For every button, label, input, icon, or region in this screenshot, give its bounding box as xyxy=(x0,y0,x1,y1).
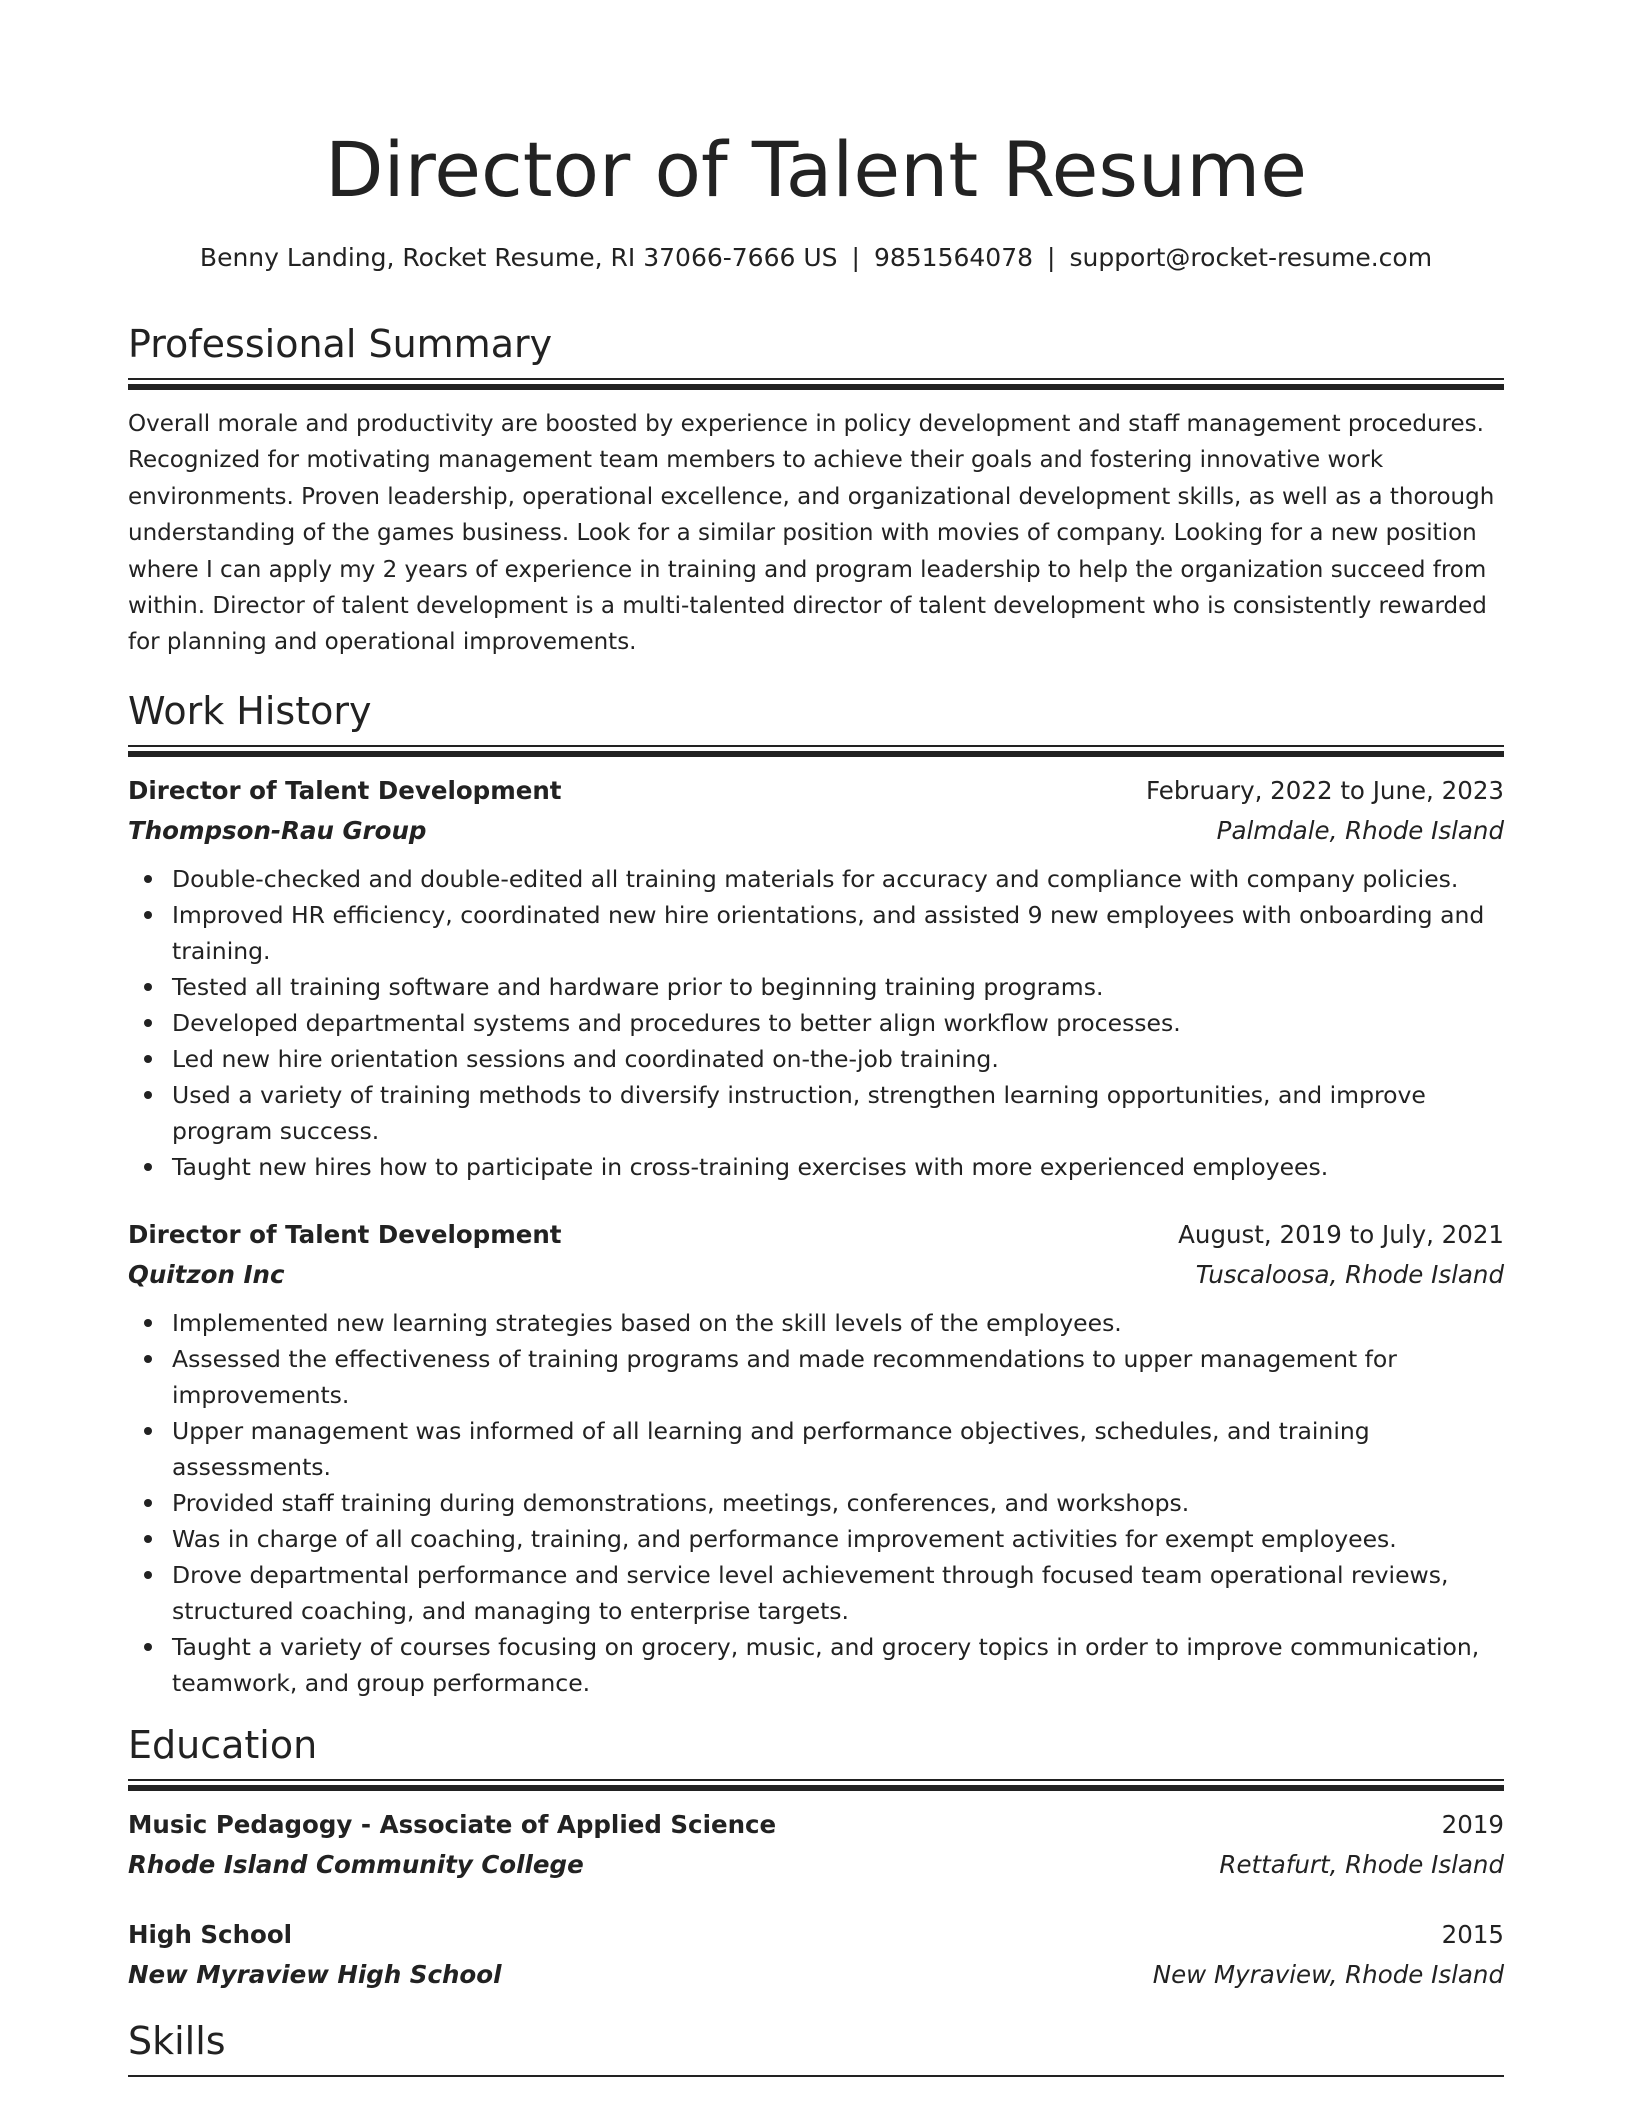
section-rule-thick xyxy=(128,751,1504,757)
job-location: Palmdale, Rhode Island xyxy=(1216,815,1504,845)
section-heading-summary: Professional Summary xyxy=(128,322,553,366)
list-item: Assessed the effectiveness of training programs and made recommendations to upper management for improvements. xyxy=(172,1341,1504,1413)
job-company-row xyxy=(128,1255,1504,1295)
education-header-row xyxy=(128,1805,1504,1845)
section-rule xyxy=(128,1779,1504,1781)
section-heading-skills: Skills xyxy=(128,2018,226,2063)
job-company: Quitzon Inc xyxy=(128,1259,285,1289)
education-school-row xyxy=(128,1845,1504,1885)
education-entry xyxy=(128,1805,1504,1885)
job-title: Director of Talent Development xyxy=(128,775,562,805)
list-item: Implemented new learning strategies based on the skill levels of the employees. xyxy=(172,1305,1504,1341)
contact-line xyxy=(128,242,1504,274)
job-dates: August, 2019 to July, 2021 xyxy=(1178,1219,1504,1249)
education-degree: Music Pedagogy - Associate of Applied Science xyxy=(128,1809,777,1839)
job-company: Thompson-Rau Group xyxy=(128,815,427,845)
summary-section xyxy=(128,320,1504,661)
job-entry xyxy=(128,771,1504,1185)
work-section xyxy=(128,687,1504,1701)
list-item: Upper management was informed of all learning and performance objectives, schedules, and training assessments. xyxy=(172,1413,1504,1485)
section-heading-education: Education xyxy=(128,1722,318,1767)
skills-section xyxy=(128,2017,1504,2077)
list-item: Double-checked and double-edited all training materials for accuracy and compliance with company policies. xyxy=(172,861,1504,897)
contact-separator: | xyxy=(1047,243,1056,272)
list-item: Used a variety of training methods to diversify instruction, strengthen learning opportunities, and improve program success. xyxy=(172,1077,1504,1149)
education-school: New Myraview High School xyxy=(128,1959,502,1989)
list-item: Was in charge of all coaching, training, and performance improvement activities for exempt employees. xyxy=(172,1521,1504,1557)
list-item: Improved HR efficiency, coordinated new hire orientations, and assisted 9 new employees with onboarding and training. xyxy=(172,897,1504,969)
list-item: Provided staff training during demonstrations, meetings, conferences, and workshops. xyxy=(172,1485,1504,1521)
list-item: Drove departmental performance and service level achievement through focused team operational reviews, structured coaching, and managing to enterprise targets. xyxy=(172,1557,1504,1629)
education-school-row xyxy=(128,1955,1504,1995)
contact-phone: 9851564078 xyxy=(873,243,1034,272)
education-location: New Myraview, Rhode Island xyxy=(1152,1959,1504,1989)
section-rule-thick xyxy=(128,384,1504,390)
education-header-row xyxy=(128,1915,1504,1955)
job-company-row xyxy=(128,811,1504,851)
summary-text: Overall morale and productivity are boosted by experience in policy development and staff management procedures. Recognized for motivating management team members to achieve their goals and fostering innovative work environments. Proven leadership, operational excellence, and organizational development skills, as well as a thorough understanding of the games business. Look for a similar position with movies of company. Looking for a new position where I can apply my 2 years of experience in training and program leadership to help the organization succeed from within. Director of talent development is a multi-talented director of talent development who is consistently rewarded for planning and operational improvements. xyxy=(128,411,1495,656)
list-item: Taught a variety of courses focusing on grocery, music, and grocery topics in order to improve communication, teamwork, and group performance. xyxy=(172,1629,1504,1701)
section-rule-thick xyxy=(128,1785,1504,1791)
resume-title: Director of Talent Resume xyxy=(325,125,1307,214)
list-item: Developed departmental systems and procedures to better align workflow processes. xyxy=(172,1005,1504,1041)
education-year: 2015 xyxy=(1441,1919,1504,1949)
job-location: Tuscaloosa, Rhode Island xyxy=(1195,1259,1504,1289)
list-item: Tested all training software and hardware prior to beginning training programs. xyxy=(172,969,1504,1005)
section-rule xyxy=(128,378,1504,380)
section-heading-work: Work History xyxy=(128,688,372,733)
section-rule xyxy=(128,2075,1504,2077)
job-bullets xyxy=(128,861,1504,1185)
education-year: 2019 xyxy=(1441,1809,1504,1839)
contact-address: Benny Landing, Rocket Resume, RI 37066-7666 US xyxy=(199,243,838,272)
job-bullets xyxy=(128,1305,1504,1701)
education-location: Rettafurt, Rhode Island xyxy=(1219,1849,1504,1879)
education-entry xyxy=(128,1915,1504,1995)
job-dates: February, 2022 to June, 2023 xyxy=(1146,775,1504,805)
education-school: Rhode Island Community College xyxy=(128,1849,584,1879)
job-header-row xyxy=(128,1215,1504,1255)
contact-email: support@rocket-resume.com xyxy=(1069,243,1433,272)
education-section xyxy=(128,1721,1504,1995)
list-item: Taught new hires how to participate in cross-training exercises with more experienced employees. xyxy=(172,1149,1504,1185)
job-title: Director of Talent Development xyxy=(128,1219,562,1249)
section-rule xyxy=(128,745,1504,747)
job-header-row xyxy=(128,771,1504,811)
contact-separator: | xyxy=(851,243,860,272)
job-entry xyxy=(128,1215,1504,1701)
resume-page xyxy=(128,0,1504,2077)
list-item: Led new hire orientation sessions and coordinated on-the-job training. xyxy=(172,1041,1504,1077)
education-degree: High School xyxy=(128,1919,293,1949)
